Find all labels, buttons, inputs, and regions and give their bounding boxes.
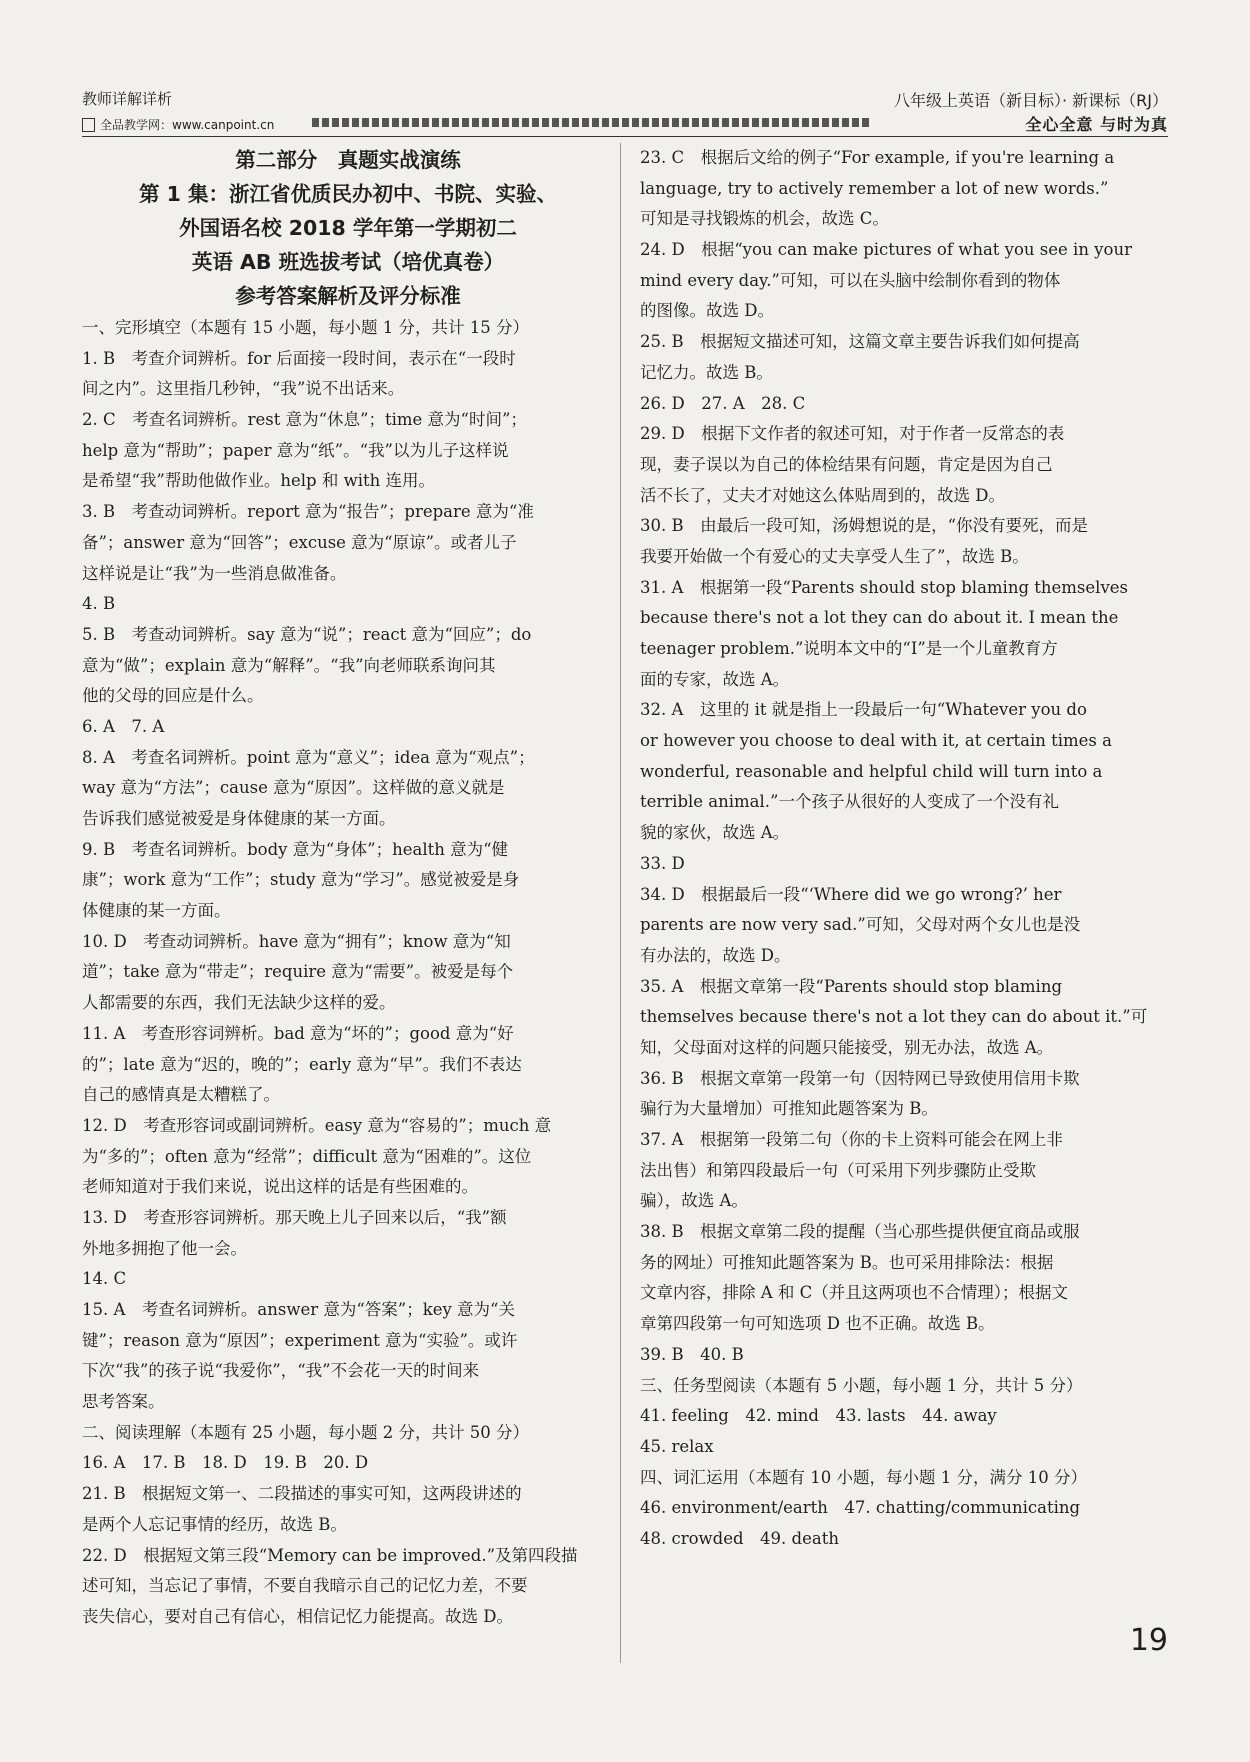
answer-line: 的图像。故选 D。 bbox=[640, 301, 774, 321]
answer-line: mind every day.”可知，可以在头脑中绘制你看到的物体 bbox=[640, 270, 1061, 290]
answer-line: 46. environment/earth 47. chatting/communicating bbox=[640, 1498, 1081, 1518]
answer-line: 骗行为大量增加）可推知此题答案为 B。 bbox=[640, 1099, 938, 1119]
answer-line: 章第四段第一句可知选项 D 也不正确。故选 B。 bbox=[640, 1314, 995, 1334]
answer-line: 键”；reason 意为“原因”；experiment 意为“实验”。或许 bbox=[82, 1330, 518, 1350]
answer-line: parents are now very sad.”可知，父母对两个女儿也是没 bbox=[640, 915, 1081, 935]
answer-line: 4. B bbox=[82, 594, 116, 614]
answer-line: themselves because there's not a lot they can do about it.”可 bbox=[640, 1007, 1148, 1027]
answer-line: 45. relax bbox=[640, 1436, 714, 1456]
answer-line: 老师知道对于我们来说，说出这样的话是有些困难的。 bbox=[82, 1177, 478, 1197]
title-line: 参考答案解析及评分标准 bbox=[235, 284, 461, 308]
answer-line: 36. B 根据文章第一段第一句（因特网已导致使用信用卡欺 bbox=[640, 1068, 1080, 1088]
answer-line: 自己的感情真是太糟糕了。 bbox=[82, 1085, 280, 1105]
answer-line: 14. C bbox=[82, 1269, 127, 1289]
answer-line: 8. A 考查名词辨析。point 意为“意义”；idea 意为“观点”； bbox=[82, 747, 535, 767]
answer-line: 现，妻子误以为自己的体检结果有问题，肯定是因为自己 bbox=[640, 454, 1053, 474]
title-line: 外国语名校 2018 学年第一学期初二 bbox=[179, 216, 517, 240]
answer-line: 知，父母面对这样的问题只能接受，别无办法，故选 A。 bbox=[640, 1037, 1054, 1057]
website-icon bbox=[82, 118, 95, 132]
answer-line: 道”；take 意为“带走”；require 意为“需要”。被爱是每个 bbox=[82, 962, 514, 982]
answer-line: 34. D 根据最后一段“‘Where did we go wrong?’ her bbox=[640, 884, 1062, 904]
answer-line: 下次“我”的孩子说“我爱你”，“我”不会花一天的时间来 bbox=[82, 1361, 480, 1381]
answer-line: 35. A 根据文章第一段“Parents should stop blaming bbox=[640, 976, 1063, 996]
answer-line: 24. D 根据“you can make pictures of what you see in your bbox=[640, 240, 1132, 260]
answer-line: 文章内容，排除 A 和 C（并且这两项也不合情理）；根据文 bbox=[640, 1283, 1069, 1303]
answer-line: 15. A 考查名词辨析。answer 意为“答案”；key 意为“关 bbox=[82, 1300, 515, 1319]
answer-line: 我要开始做一个有爱心的丈夫享受人生了”，故选 B。 bbox=[640, 546, 1029, 566]
answer-line: 是希望“我”帮助他做作业。help 和 with 连用。 bbox=[82, 471, 435, 491]
answer-line: 面的专家，故选 A。 bbox=[640, 669, 790, 689]
page-number: 19 bbox=[1129, 1623, 1168, 1658]
answer-line: 10. D 考查动词辨析。have 意为“拥有”；know 意为“知 bbox=[82, 931, 511, 951]
answer-line: 这样说是让“我”为一些消息做准备。 bbox=[82, 563, 347, 583]
answer-line: 康”；work 意为“工作”；study 意为“学习”。感觉被爱是身 bbox=[82, 870, 520, 890]
answer-line: 丧失信心，要对自己有信心，相信记忆力能提高。故选 D。 bbox=[82, 1606, 513, 1626]
answer-line: 37. A 根据第一段第二句（你的卡上资料可能会在网上非 bbox=[640, 1130, 1063, 1149]
answer-line: 33. D bbox=[640, 853, 685, 873]
column-divider bbox=[620, 143, 621, 1663]
answer-line: 12. D 考查形容词或副词辨析。easy 意为“容易的”；much 意 bbox=[82, 1115, 552, 1135]
left-answer-lines bbox=[82, 313, 614, 1633]
answer-line: 13. D 考查形容词辨析。那天晚上儿子回来以后，“我”额 bbox=[82, 1207, 507, 1227]
header-stripe-divider bbox=[312, 118, 872, 127]
answer-line: 25. B 根据短文描述可知，这篇文章主要告诉我们如何提高 bbox=[640, 332, 1080, 352]
answer-line: 法出售）和第四段最后一句（可采用下列步骤防止受欺 bbox=[640, 1160, 1036, 1180]
answer-line: 可知是寻找锻炼的机会，故选 C。 bbox=[640, 209, 889, 229]
answer-line: because there's not a lot they can do about it. I mean the bbox=[640, 608, 1119, 628]
answer-line: help 意为“帮助”；paper 意为“纸”。“我”以为儿子这样说 bbox=[82, 440, 509, 460]
answer-line: 体健康的某一方面。 bbox=[82, 901, 231, 921]
header-slogan-logo: 全心全意 与时为真 bbox=[1025, 115, 1168, 134]
answer-line: 21. B 根据短文第一、二段描述的事实可知，这两段讲述的 bbox=[82, 1484, 522, 1504]
answer-line: 为“多的”；often 意为“经常”；difficult 意为“困难的”。这位 bbox=[82, 1146, 532, 1166]
answer-line: 骗），故选 A。 bbox=[640, 1191, 748, 1211]
answer-line: teenager problem.”说明本文中的“I”是一个儿童教育方 bbox=[640, 639, 1058, 658]
answer-line: 31. A 根据第一段“Parents should stop blaming themselves bbox=[640, 577, 1128, 597]
answer-line: 活不长了，丈夫才对她这么体贴周到的，故选 D。 bbox=[640, 485, 1005, 505]
header-book-title: 八年级上英语（新目标）· 新课标（RJ） bbox=[893, 91, 1168, 110]
answer-line: 38. B 根据文章第二段的提醒（当心那些提供便宜商品或服 bbox=[640, 1222, 1080, 1242]
answer-line: 11. A 考查形容词辨析。bad 意为“坏的”；good 意为“好 bbox=[82, 1023, 514, 1043]
answer-line: 四、词汇运用（本题有 10 小题，每小题 1 分，满分 10 分） bbox=[640, 1467, 1087, 1487]
answer-line: or however you choose to deal with it, at certain times a bbox=[640, 731, 1112, 751]
answer-line: 29. D 根据下文作者的叙述可知，对于作者一反常态的表 bbox=[640, 424, 1065, 444]
answer-line: 22. D 根据短文第三段“Memory can be improved.”及第四段描 bbox=[82, 1545, 578, 1565]
right-column bbox=[640, 143, 1170, 1555]
section-title-block bbox=[82, 143, 614, 313]
header-book-series: 教师详解详析 bbox=[82, 90, 173, 108]
title-line: 第 1 集：浙江省优质民办初中、书院、实验、 bbox=[138, 182, 558, 206]
answer-line: 他的父母的回应是什么。 bbox=[82, 686, 264, 706]
title-line: 英语 AB 班选拔考试（培优真卷） bbox=[191, 250, 505, 274]
answer-line: 三、任务型阅读（本题有 5 小题，每小题 1 分，共计 5 分） bbox=[640, 1375, 1083, 1395]
title-line: 第二部分 真题实战演练 bbox=[235, 148, 461, 172]
answer-line: 意为“做”；explain 意为“解释”。“我”向老师联系询问其 bbox=[82, 655, 496, 675]
answer-line: 一、完形填空（本题有 15 小题，每小题 1 分，共计 15 分） bbox=[82, 318, 529, 337]
answer-line: 貌的家伙，故选 A。 bbox=[640, 823, 790, 843]
answer-line: 48. crowded 49. death bbox=[640, 1528, 839, 1548]
left-column bbox=[82, 143, 614, 1633]
answer-line: 3. B 考查动词辨析。report 意为“报告”；prepare 意为“准 bbox=[82, 502, 534, 522]
answer-line: 述可知，当忘记了事情，不要自我暗示自己的记忆力差，不要 bbox=[82, 1576, 528, 1596]
answer-line: 人都需要的东西，我们无法缺少这样的爱。 bbox=[82, 993, 396, 1013]
answer-line: 6. A 7. A bbox=[82, 716, 165, 736]
answer-line: 记忆力。故选 B。 bbox=[640, 362, 773, 382]
answer-line: 二、阅读理解（本题有 25 小题，每小题 2 分，共计 50 分） bbox=[82, 1422, 529, 1442]
answer-line: language, try to actively remember a lot of new words.” bbox=[640, 178, 1109, 198]
header-website-text: 全品教学网：www.canpoint.cn bbox=[100, 118, 275, 132]
answer-line: 39. B 40. B bbox=[640, 1344, 744, 1364]
answer-line: 有办法的，故选 D。 bbox=[640, 945, 791, 965]
answer-line: 思考答案。 bbox=[82, 1392, 165, 1412]
answer-line: 务的网址）可推知此题答案为 B。也可采用排除法：根据 bbox=[640, 1252, 1054, 1272]
answer-line: 30. B 由最后一段可知，汤姆想说的是，“你没有要死，而是 bbox=[640, 516, 1089, 536]
right-answer-lines bbox=[640, 143, 1170, 1555]
answer-line: 16. A 17. B 18. D 19. B 20. D bbox=[82, 1453, 369, 1473]
answer-line: 间之内”。这里指几秒钟，“我”说不出话来。 bbox=[82, 379, 405, 399]
answer-line: terrible animal.”一个孩子从很好的人变成了一个没有礼 bbox=[640, 792, 1059, 812]
answer-line: wonderful, reasonable and helpful child will turn into a bbox=[640, 761, 1103, 781]
answer-line: 9. B 考查名词辨析。body 意为“身体”；health 意为“健 bbox=[82, 839, 509, 859]
answer-line: 5. B 考查动词辨析。say 意为“说”；react 意为“回应”；do bbox=[82, 624, 532, 644]
answer-line: 告诉我们感觉被爱是身体健康的某一方面。 bbox=[82, 809, 396, 828]
answer-line: 外地多拥抱了他一会。 bbox=[82, 1238, 247, 1258]
answer-line: 1. B 考查介词辨析。for 后面接一段时间，表示在“一段时 bbox=[82, 348, 516, 368]
answer-line: 32. A 这里的 it 就是指上一段最后一句“Whatever you do bbox=[640, 700, 1087, 720]
answer-line: 23. C 根据后文给的例子“For example, if you're learning a bbox=[640, 148, 1115, 167]
answer-line: 26. D 27. A 28. C bbox=[640, 393, 806, 413]
answer-line: 是两个人忘记事情的经历，故选 B。 bbox=[82, 1514, 347, 1534]
answer-line: 备”；answer 意为“回答”；excuse 意为“原谅”。或者儿子 bbox=[82, 532, 517, 552]
answer-line: 41. feeling 42. mind 43. lasts 44. away bbox=[640, 1406, 997, 1426]
answer-line: 2. C 考查名词辨析。rest 意为“休息”；time 意为“时间”； bbox=[82, 410, 527, 430]
answer-line: way 意为“方法”；cause 意为“原因”。这样做的意义就是 bbox=[82, 778, 505, 798]
header-website bbox=[82, 116, 274, 133]
answer-line: 的”；late 意为“迟的，晚的”；early 意为“早”。我们不表达 bbox=[82, 1054, 522, 1074]
header-rule bbox=[82, 136, 1168, 137]
